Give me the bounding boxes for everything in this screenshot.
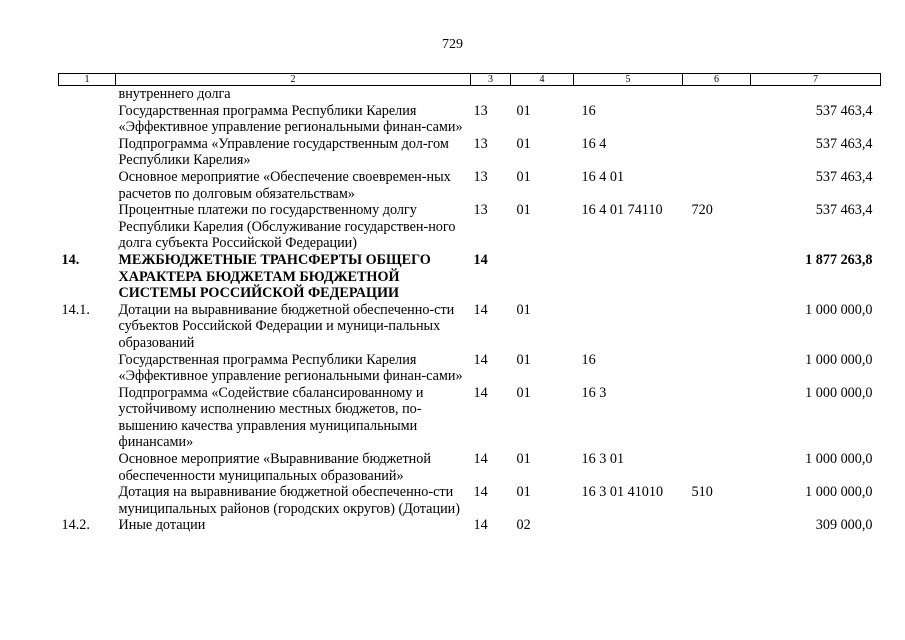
row-name: Иные дотации	[118, 517, 206, 534]
section-code: 14	[473, 351, 488, 368]
expense-type-code	[683, 385, 751, 451]
target-article-code	[574, 86, 683, 103]
expense-type-code	[683, 302, 751, 352]
amount: 537 463,4	[815, 202, 873, 219]
expense-type-code	[683, 169, 751, 202]
amount: 537 463,4	[815, 135, 873, 152]
section-code: 13	[473, 102, 488, 119]
expense-type-code	[683, 517, 751, 534]
section-code: 14	[473, 384, 488, 401]
row-number: 14.2.	[61, 517, 90, 534]
amount	[751, 86, 881, 103]
section-code: 13	[473, 135, 488, 152]
section-code: 14	[473, 301, 488, 318]
row-number: 14.	[61, 251, 80, 268]
table-row	[59, 484, 881, 517]
table-row	[59, 202, 881, 252]
amount: 537 463,4	[815, 168, 873, 185]
table-row	[59, 169, 881, 202]
budget-table	[58, 73, 881, 534]
subsection-code: 01	[516, 168, 531, 185]
row-number	[59, 169, 116, 202]
subsection-code: 01	[516, 351, 531, 368]
target-article-code: 16	[581, 351, 596, 368]
subsection-code: 01	[516, 301, 531, 318]
target-article-code	[574, 517, 683, 534]
table-row	[59, 385, 881, 451]
amount: 1 000 000,0	[805, 451, 873, 468]
column-header: 5	[574, 74, 683, 86]
table-row	[59, 103, 881, 136]
target-article-code	[574, 302, 683, 352]
column-header: 7	[751, 74, 881, 86]
table-row	[59, 352, 881, 385]
row-name: Основное мероприятие «Обеспечение своевремен-ных расчетов по долговым обязательствам»	[118, 168, 451, 202]
subsection-code: 01	[516, 102, 531, 119]
amount: 1 000 000,0	[805, 484, 873, 501]
amount: 537 463,4	[815, 102, 873, 119]
column-number-row	[59, 74, 881, 86]
subsection-code: 01	[516, 135, 531, 152]
amount: 1 877 263,8	[805, 251, 873, 268]
expense-type-code	[683, 136, 751, 169]
expense-type-code	[683, 86, 751, 103]
section-code: 14	[473, 451, 488, 468]
subsection-code: 01	[516, 484, 531, 501]
row-number	[59, 86, 116, 103]
row-name: Государственная программа Республики Карелия «Эффективное управление региональными финан-сами»	[118, 351, 463, 385]
target-article-code: 16	[581, 102, 596, 119]
subsection-code: 01	[516, 384, 531, 401]
section-code: 13	[473, 202, 488, 219]
row-name: внутреннего долга	[118, 86, 231, 102]
table-header	[59, 74, 881, 86]
row-number: 14.1.	[61, 301, 90, 318]
expense-type-code	[683, 451, 751, 484]
row-number	[59, 385, 116, 451]
row-name: Дотации на выравнивание бюджетной обеспеченно-сти субъектов Российской Федерации и муници-пальных образований	[118, 301, 455, 351]
table-row	[59, 136, 881, 169]
target-article-code: 16 3	[581, 384, 607, 401]
subsection-code	[511, 252, 574, 302]
row-name: Процентные платежи по государственному долгу Республики Карелия (Обслуживание государствен-ного долга субъекта Российской Федерации)	[118, 202, 456, 252]
target-article-code: 16 4 01 74110	[581, 202, 663, 219]
column-header: 4	[511, 74, 574, 86]
column-header: 3	[471, 74, 511, 86]
row-number	[59, 352, 116, 385]
amount: 1 000 000,0	[805, 384, 873, 401]
column-header: 2	[116, 74, 471, 86]
section-code: 14	[473, 251, 488, 268]
table-row	[59, 86, 881, 103]
target-article-code: 16 4 01	[581, 168, 625, 185]
expense-type-code	[683, 252, 751, 302]
expense-type-code	[683, 352, 751, 385]
section-code: 14	[473, 517, 488, 534]
target-article-code: 16 4	[581, 135, 607, 152]
column-header: 1	[59, 74, 116, 86]
row-name: Основное мероприятие «Выравнивание бюджетной обеспеченности муниципальных образований»	[118, 451, 431, 484]
row-number	[59, 451, 116, 484]
row-number	[59, 136, 116, 169]
row-number	[59, 484, 116, 517]
subsection-code: 01	[516, 202, 531, 219]
page-number: 729	[442, 37, 463, 52]
target-article-code	[574, 252, 683, 302]
section-code: 14	[473, 484, 488, 501]
expense-type-code: 510	[691, 484, 713, 501]
expense-type-code: 720	[691, 202, 713, 219]
section-code	[471, 86, 511, 103]
row-name: Дотация на выравнивание бюджетной обеспеченно-сти муниципальных районов (городских округов) (Дотации)	[118, 484, 460, 517]
table-row	[59, 517, 881, 534]
table-body	[59, 86, 881, 535]
row-number	[59, 103, 116, 136]
table-row	[59, 302, 881, 352]
target-article-code: 16 3 01	[581, 451, 625, 468]
amount: 1 000 000,0	[805, 301, 873, 318]
expense-type-code	[683, 103, 751, 136]
subsection-code	[511, 86, 574, 103]
row-name: Подпрограмма «Управление государственным дол-гом Республики Карелия»	[118, 135, 449, 169]
row-name: МЕЖБЮДЖЕТНЫЕ ТРАНСФЕРТЫ ОБЩЕГО ХАРАКТЕРА БЮДЖЕТАМ БЮДЖЕТНОЙ СИСТЕМЫ РОССИЙСКОЙ ФЕДЕРАЦИИ	[118, 251, 431, 302]
amount: 1 000 000,0	[805, 351, 873, 368]
table-row	[59, 451, 881, 484]
subsection-code: 02	[516, 517, 531, 534]
subsection-code: 01	[516, 451, 531, 468]
row-name: Подпрограмма «Содействие сбалансированному и устойчивому исполнению местных бюджетов, по-вышению качества управления муниципальными финансами»	[118, 384, 424, 451]
section-code: 13	[473, 168, 488, 185]
row-name: Государственная программа Республики Карелия «Эффективное управление региональными финан-сами»	[118, 102, 463, 136]
column-header: 6	[683, 74, 751, 86]
target-article-code: 16 3 01 41010	[581, 484, 664, 501]
amount: 309 000,0	[815, 517, 873, 534]
table-row	[59, 252, 881, 302]
row-number	[59, 202, 116, 252]
